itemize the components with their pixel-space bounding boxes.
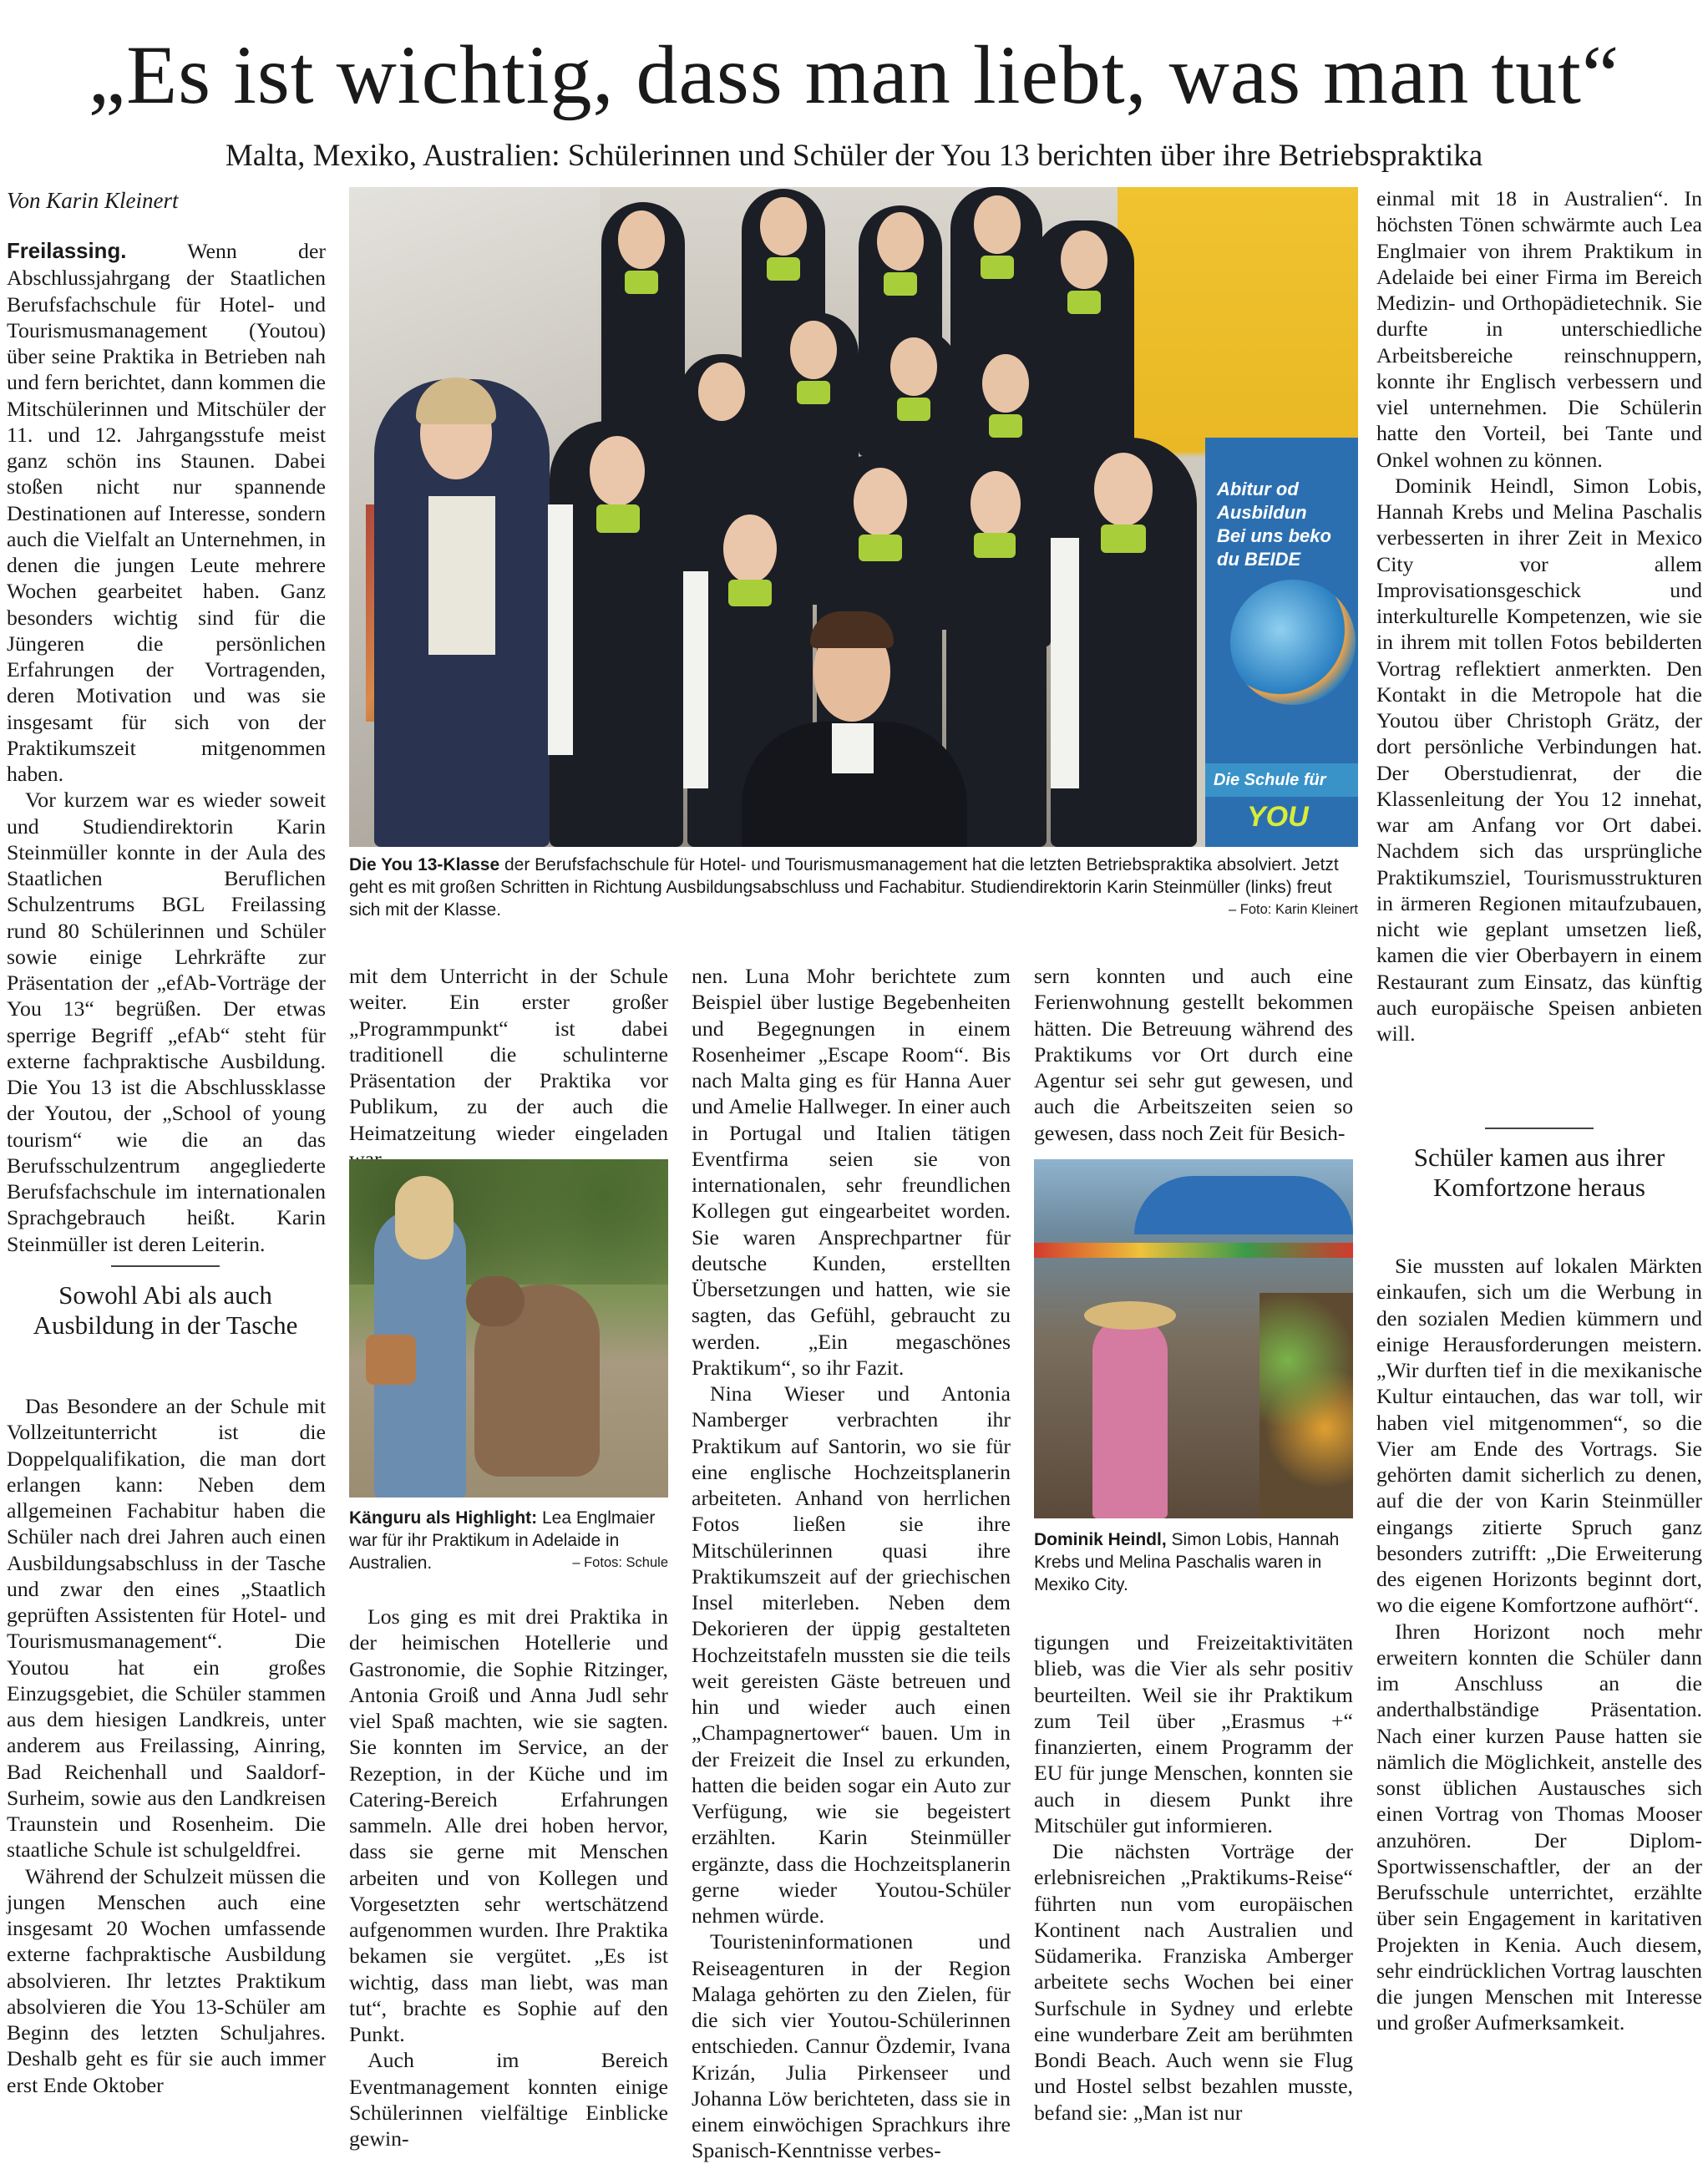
- headline: „Es ist wichtig, dass man liebt, was man tut“: [88, 28, 1620, 121]
- student-sleeve: [548, 504, 573, 755]
- subhead-komfortzone: Schüler kamen aus ihrer Komfortzone heraus: [1385, 1128, 1694, 1203]
- main-photo-caption: Die You 13-Klasse der Berufsfachschule für Hotel- und Tourismusmanagement hat die letzten Betriebspraktika absolviert. Jetzt geht es mit großen Schritten in Richtung Ausbildungsabschluss und Fachabitur. Studiendirektorin Karin Steinmüller (links) freut sich mit der Klasse. – Foto: Karin Kleinert: [349, 855, 1358, 920]
- column-5: [1376, 185, 1702, 1047]
- column-4: [1034, 963, 1353, 1146]
- face: [590, 436, 645, 506]
- green-scarf: [1067, 291, 1101, 314]
- main-photo-group: [349, 187, 1358, 847]
- article-paragraph: Auch im Bereich Eventmanagement konnten einige Schülerinnen vielfältige Einblicke gewin-: [349, 2048, 668, 2151]
- column-2-continued: [349, 1604, 668, 2151]
- green-scarf: [981, 256, 1014, 279]
- article-paragraph: Touristeninformationen und Reiseagenturen in der Region Malaga gehörten zu den Zielen, für die sich vier Youtou-Schülerinnen entschieden. Cannur Özdemir, Ivana Krizán, Julia Pirkenseer und Johanna Löw berichteten, dass sie in einem einwöchigen Sprachkurs ihre Spanisch-Kenntnisse verbes-: [692, 1929, 1011, 2163]
- banner-globe-icon: [1230, 580, 1356, 705]
- article-paragraph: Dominik Heindl, Simon Lobis, Hannah Krebs und Melina Paschalis verbesserten in ihrer Zeit in Mexico City vor allem Improvisationsgeschick und interkulturelle Kompetenzen, wie sie in ihrem mit tollen Fotos bebilderten Vortrag reflektiert anmerkten. Den Kontakt in die Metropole hat die Youtou über Christoph Grätz, der dort persönliche Verbindungen hat. Der Oberstudienrat, der die Klassenleitung der You 12 innehat, war am Anfang vor Ort dabei. Nachdem sich das ursprüngliche Praktikumsziel, Tourismusstrukturen in ärmeren Regionen mitaufzubauen, nicht wie geplant umsetzen ließ, kamen die vier Oberbayern in einem Restaurant zum Einsatz, das künftig auch europäische Speisen anbieten will.: [1376, 473, 1702, 1046]
- straw-hat: [1084, 1301, 1176, 1330]
- banner-logo: YOU: [1205, 797, 1358, 847]
- green-scarf: [884, 272, 917, 296]
- market-caption: Dominik Heindl, Simon Lobis, Hannah Krebs und Melina Paschalis waren in Mexiko City.: [1034, 1530, 1340, 1594]
- column-1-continued: [7, 1393, 326, 2098]
- column-2: [349, 963, 668, 1172]
- face: [760, 197, 807, 256]
- article-paragraph: Während der Schulzeit müssen die jungen Menschen auch eine insgesamt 20 Wochen umfassende externe fachpraktische Ausbildung absolvieren. Ihr letztes Praktikum absolvieren die You 13-Schüler am Beginn des letzten Schuljahres. Deshalb geht es für sie auch immer erst Ende Oktober: [7, 1863, 326, 2097]
- photo-credit: – Foto: Karin Kleinert: [1229, 902, 1358, 917]
- dateline: Freilassing.: [7, 240, 127, 263]
- caption-bold: Die You 13-Klasse: [349, 855, 500, 874]
- column-3: [692, 963, 1011, 2164]
- article-paragraph: Vor kurzem war es wieder soweit und Studiendirektorin Karin Steinmüller konnte in der Aula des Staatlichen Beruflichen Schulzentrums BGL Freilassing rund 80 Schülerinnen und Schüler sowie einige Lehrkräfte zur Präsentation der „efAb-Vorträge der You 13“ begrüßen. Der etwas sperrige Begriff „efAb“ steht für externe fachpraktische Ausbildung. Die You 13 ist die Abschlussklasse der Youtou, der „School of young tourism“ wie die an das Berufsschulzentrum angegliederte Berufsfachschule im internationalen Sprachgebrauch heißt. Karin Steinmüller ist deren Leiterin.: [7, 788, 326, 1256]
- article-paragraph: Freilassing. Wenn der Abschlussjahrgang der Staatlichen Berufsfachschule für Hotel- und Tourismusmanagement (Youtou) über seine Praktika in Betrieben nah und fern berichtet, dann kommen die Mitschülerinnen und Mitschüler der 11. und 12. Jahrgangsstufe meist ganz schön ins Staunen. Dabei stoßen nicht nur spannende Destinationen auf Interesse, sondern auch die Vielfalt an Unternehmen, in denen die jungen Leute mehrere Wochen gearbeitet haben. Ganz besonders wichtig sind für die Jüngeren die persönlichen Erfahrungen der Vortragenden, deren Motivation und was sie insgesamt für sich von der Praktikumszeit mitgenommen haben.: [7, 239, 326, 786]
- green-scarf: [1101, 525, 1146, 553]
- face: [854, 468, 907, 536]
- subheadline: Malta, Mexiko, Australien: Schülerinnen und Schüler der You 13 berichten über ihre Betriebspraktika: [225, 139, 1483, 173]
- article-paragraph: nen. Luna Mohr berichtete zum Beispiel über lustige Begebenheiten und Begegnungen in einem Rosenheimer „Escape Room“. Bis nach Malta ging es für Hanna Auer und Amelie Hallweger. In einer auch in Portugal und Italien tätigen Eventfirma seien sie von internationalen, sehr freundlichen Kollegen gut eingearbeitet worden. Sie waren Ansprechpartner für deutsche Kunden, erstellten Übersetzungen und hatten, wie sie sagten, das Gefühl, gebraucht zu werden. „Ein megaschönes Praktikum“, so ihr Fazit.: [692, 964, 1011, 1380]
- face: [974, 195, 1021, 254]
- face: [790, 321, 837, 379]
- face: [971, 471, 1021, 536]
- article-paragraph: Das Besondere an der Schule mit Vollzeitunterricht ist die Doppelqualifikation, die man dort erlangen kann: Neben dem allgemeinen Fachabitur haben die Schüler nach drei Jahren auch einen Ausbildungsabschluss in der Tasche und zwar den eines „Staatlich geprüften Assistenten für Hotel- und Tourismusmanagement“. Die Youtou hat ein großes Einzugsgebiet, die Schüler stammen aus dem hiesigen Landkreis, unter anderem aus Freilassing, Ainring, Bad Reichenhall und Saaldorf-Surheim, sowie aus den Landkreisen Traunstein und Rosenheim. Die staatliche Schule ist schulgeldfrei.: [7, 1394, 326, 1862]
- column-1: [7, 238, 326, 1257]
- male-hair: [810, 611, 894, 648]
- green-scarf: [797, 381, 830, 404]
- article-paragraph: einmal mit 18 in Australien“. In höchsten Tönen schwärmte auch Lea Englmaier von ihrem Praktikum in Adelaide bei einer Firma im Bereich Medizin- und Orthopädietechnik. Sie durfte in unterschiedliche Arbeitsbereiche reinschnuppern, konnte ihr Englisch verbessern und viel unternehmen. Die Schülerin hatte den Vorteil, bei Tante und Onkel wohnen zu können.: [1376, 186, 1702, 472]
- face: [723, 514, 777, 583]
- article-paragraph: Die nächsten Vorträge der erlebnisreichen „Praktikums-Reise“ führten nun vom europäischen Kontinent nach Australien und Südamerika. Franziska Amberger arbeitete sechs Wochen bei einer Surfschule in Sydney und erlebte eine wunderbare Zeit am berühmten Bondi Beach. Auch wenn sie Flug und Hostel selbst bezahlen musste, befand sie: „Man ist nur: [1034, 1839, 1353, 2125]
- handbag: [366, 1335, 416, 1385]
- column-4-continued: [1034, 1629, 1353, 2126]
- fruit-stall: [1259, 1293, 1353, 1518]
- white-shirt: [832, 723, 874, 773]
- green-scarf: [974, 533, 1016, 558]
- face: [618, 210, 665, 269]
- market-photo: [1034, 1159, 1353, 1518]
- subhead-rule: [1485, 1128, 1594, 1129]
- green-scarf: [625, 271, 658, 294]
- banner-footer: Die Schule für: [1205, 763, 1358, 797]
- photo-credit: – Fotos: Schule: [572, 1555, 668, 1570]
- school-banner: [1205, 438, 1358, 847]
- face: [890, 337, 937, 396]
- article-paragraph: Los ging es mit drei Praktika in der heimischen Hotellerie und Gastronomie, die Sophie Ritzinger, Antonia Groiß und Anna Judl sehr viel Spaß machten, wie sie sagten. Sie konnten im Service, an der Rezeption, in der Küche und im Catering-Bereich Erfahrungen sammeln. Alle drei hoben hervor, dass sie gerne mit Menschen arbeiten und von Kollegen und Vorgesetzten sehr wertschätzend aufgenommen wurden. Ihre Praktika bekamen sie vergütet. „Es ist wichtig, dass man liebt, was man tut“, brachte es Sophie auf den Punkt.: [349, 1604, 668, 2046]
- banner-text: Abitur od Ausbildun Bei uns beko du BEIDE: [1217, 479, 1331, 570]
- green-scarf: [728, 580, 772, 606]
- article-paragraph: Nina Wieser und Antonia Namberger verbrachten ihr Praktikum auf Santorin, wo sie für eine englische Hochzeitsplanerin arbeiteten. Anhand von herrlichen Fotos ließen sie ihre Mitschülerinnen quasi ihre Praktikumszeit auf der griechischen Insel miterleben. Neben dem Dekorieren der üppig gestalteten Hochzeitstafeln mussten sie die teils weit gereisten Gäste betreuen und hin und wieder auch einen „Champagnertower“ bauen. Um in der Freizeit die Insel zu erkunden, hatten die beiden sogar ein Auto zur Verfügung, wie sie begeistert erzählten. Karin Steinmüller ergänzte, dass die Hochzeitsplanerin gerne wieder Youtou-Schüler nehmen würde.: [692, 1381, 1011, 1928]
- green-scarf: [859, 535, 902, 561]
- face: [982, 354, 1029, 413]
- face: [1094, 453, 1153, 526]
- article-paragraph: Sie mussten auf lokalen Märkten einkaufen, sich um die Werbung in den sozialen Medien kümmern und einige Herausforderungen meistern. „Wir durften tief in die mexikanische Kultur eintauchen, das war toll, wir haben viel mitgenommen“, so die Vier am Ende des Vortrags. Sie gehörten damit sicherlich zu denen, auf die der von Karin Steinmüller eingangs zitierte Spruch ganz besonders zutrifft: „Die Erweiterung des eigenen Horizonts beginnt dort, wo die eigene Komfortzone aufhört“.: [1376, 1254, 1702, 1618]
- woman-hair: [395, 1176, 454, 1259]
- market-umbrella: [1134, 1176, 1353, 1234]
- kangaroo-caption: Känguru als Highlight: Lea Englmaier war für ihr Praktikum in Adelaide in Australien. – Fotos: Schule: [349, 1508, 668, 1573]
- kangaroo-photo: [349, 1159, 668, 1498]
- face: [698, 362, 745, 421]
- subhead-rule: [111, 1265, 220, 1267]
- kangaroo-head: [466, 1276, 525, 1326]
- student-sleeve: [683, 571, 708, 788]
- column-5-continued: [1376, 1253, 1702, 2036]
- student-sleeve: [1051, 538, 1079, 788]
- article-paragraph: Ihren Horizont noch mehr erweitern konnten die Schüler dann im Anschluss an die anderthalbständige Präsentation. Nach einer kurzen Pause hatten sie nämlich die Möglichkeit, anstelle des sonst üblichen Austausches sich einen Vortrag von Thomas Mooser anzuhören. Der Diplom-Sportwissenschaftler, der an der Berufsschule unterrichtet, erzählte über sein Engagement in karitativen Projekten in Kenia. Auch diesem, sehr eindrücklichen Vortrag lauschten die jungen Menschen mit Interesse und großer Aufmerksamkeit.: [1376, 1619, 1702, 2035]
- face: [1061, 231, 1107, 289]
- subhead-abi-ausbildung: Sowohl Abi als auch Ausbildung in der Tasche: [15, 1265, 316, 1340]
- article-paragraph: sern konnten und auch eine Ferienwohnung gestellt bekommen hätten. Die Betreuung während des Praktikums vor Ort durch eine Agentur sei sehr gut gewesen, und auch die Arbeitszeiten seien so gewesen, dass noch Zeit für Besich-: [1034, 964, 1353, 1145]
- market-awning: [1034, 1243, 1353, 1258]
- woman-in-hat: [1092, 1318, 1168, 1518]
- article-paragraph: tigungen und Freizeitaktivitäten blieb, was die Vier als sehr positiv beurteilten. Weil sie ihr Praktikum zum Teil über „Erasmus +“ finanzierten, einem Programm der EU für junge Menschen, konnten sie auch in diesem Punkt ihre Mitschüler gut informieren.: [1034, 1630, 1353, 1837]
- teacher-blouse: [428, 496, 495, 655]
- green-scarf: [767, 257, 800, 281]
- byline: Von Karin Kleinert: [7, 188, 179, 213]
- green-scarf: [989, 414, 1022, 438]
- face: [877, 212, 924, 271]
- green-scarf: [596, 504, 640, 533]
- green-scarf: [897, 398, 930, 421]
- article-paragraph: mit dem Unterricht in der Schule weiter. Ein erster großer „Programmpunkt“ ist dabei traditionell die schulinterne Präsentation der Praktika vor Publikum, zu der auch die Heimatzeitung wieder eingeladen: [349, 964, 668, 1145]
